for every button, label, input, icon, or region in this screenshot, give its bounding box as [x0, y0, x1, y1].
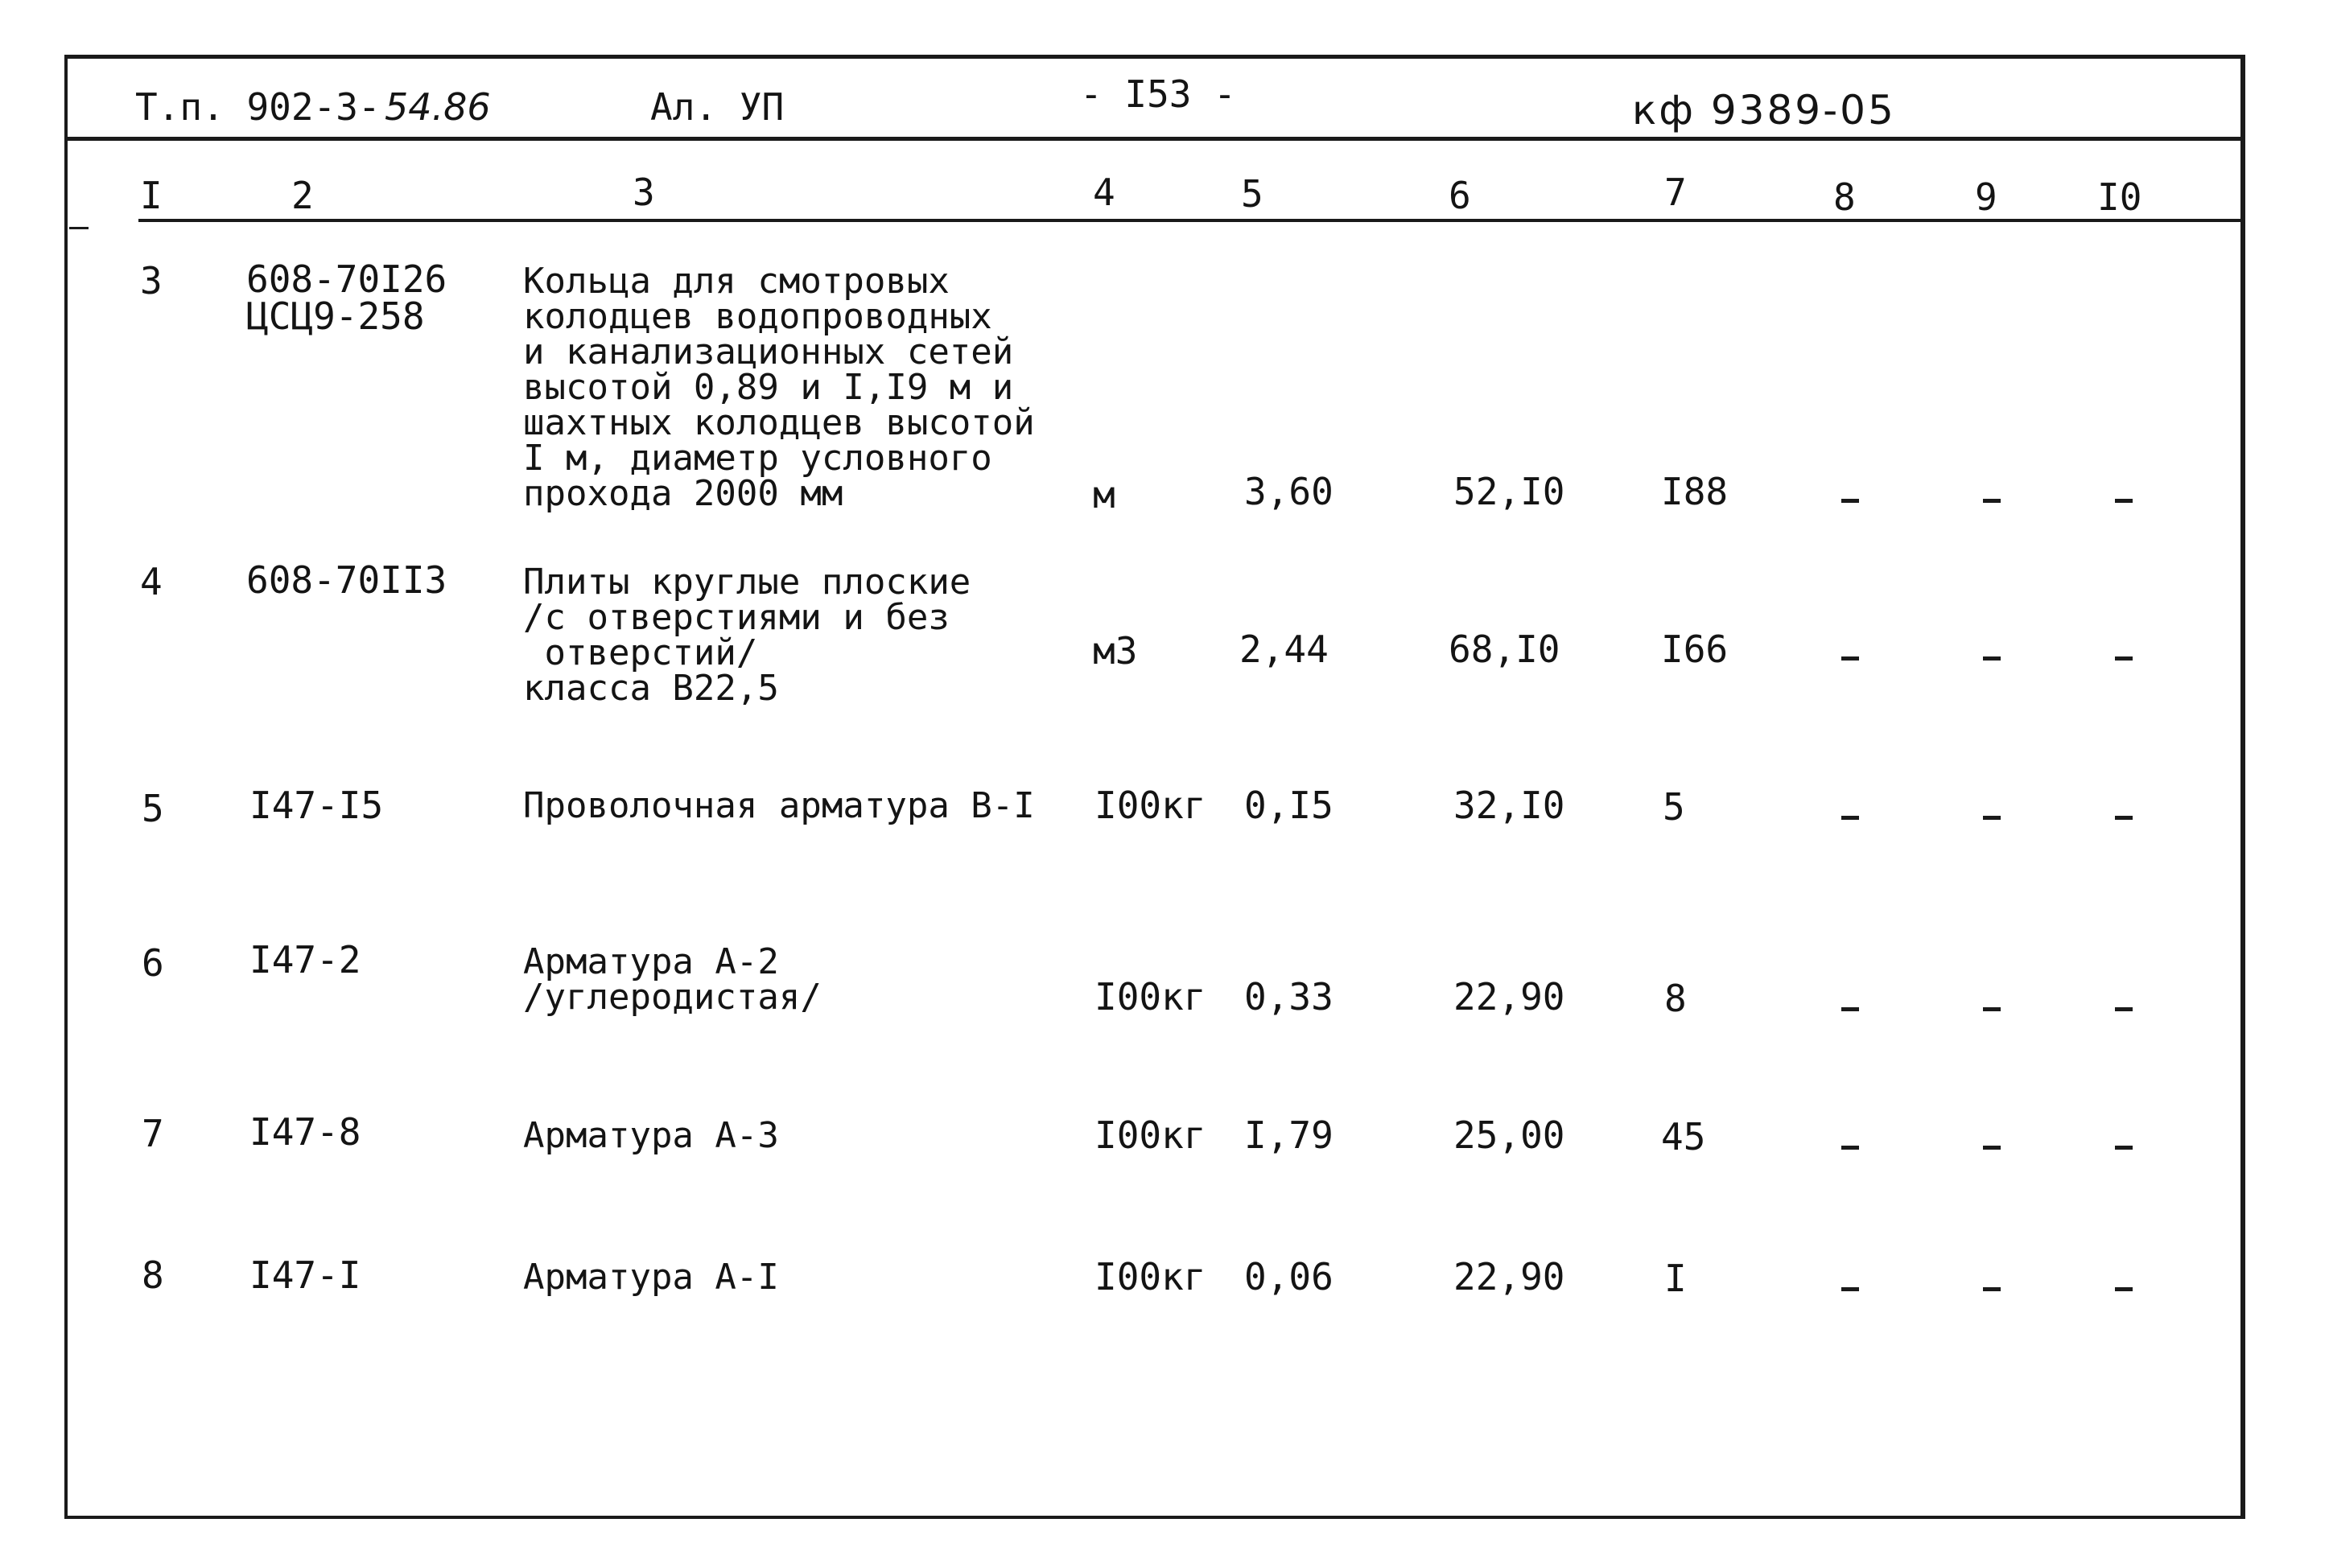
- empty-cell-dash: [2115, 816, 2133, 820]
- row-number: 6: [142, 941, 164, 985]
- page-number: - I53 -: [1080, 72, 1236, 116]
- col-header-4: 4: [1093, 171, 1115, 214]
- row-name: Проволочная арматура В-I: [523, 785, 1035, 826]
- series-prefix: Т.п. 902-3-: [135, 85, 381, 129]
- row-name: высотой 0,89 и I,I9 м и: [523, 367, 1014, 408]
- row-name: прохода 2000 мм: [523, 473, 843, 514]
- row-unit: м: [1093, 473, 1115, 516]
- row-total: 8: [1664, 977, 1687, 1020]
- row-unit: I00кг: [1094, 975, 1206, 1019]
- margin-tick: [69, 227, 89, 229]
- row-quantity: 3,60: [1244, 470, 1334, 513]
- col-header-5: 5: [1241, 172, 1263, 216]
- row-code: 608-70I26: [246, 257, 447, 301]
- empty-cell-dash: [1983, 816, 2001, 820]
- row-code: I47-I: [249, 1253, 361, 1297]
- row-code: 608-70II3: [246, 558, 447, 602]
- empty-cell-dash: [1983, 499, 2001, 503]
- empty-cell-dash: [2115, 499, 2133, 503]
- col-header-10: I0: [2097, 175, 2142, 219]
- row-price: 25,00: [1453, 1113, 1565, 1157]
- row-name: Кольца для смотровых: [523, 261, 950, 302]
- row-name: отверстий/: [523, 632, 758, 673]
- col-header-9: 9: [1975, 175, 1997, 219]
- row-price: 68,I0: [1449, 628, 1560, 671]
- row-code: ЦСЦ9-258: [246, 294, 425, 338]
- col-header-2: 2: [291, 174, 314, 217]
- empty-cell-dash: [1983, 1287, 2001, 1291]
- stamp-code: кф 9389-05: [1632, 87, 1896, 134]
- empty-cell-dash: [2115, 1007, 2133, 1011]
- col-header-8: 8: [1833, 175, 1856, 219]
- column-header-divider: [138, 219, 2245, 222]
- row-name: колодцев водопроводных: [523, 296, 992, 337]
- row-quantity: I,79: [1244, 1113, 1334, 1157]
- empty-cell-dash: [1841, 816, 1859, 820]
- empty-cell-dash: [1841, 499, 1859, 503]
- row-total: 5: [1663, 785, 1685, 829]
- empty-cell-dash: [1841, 1287, 1859, 1291]
- row-total: I: [1664, 1257, 1687, 1300]
- row-price: 22,90: [1453, 1255, 1565, 1298]
- col-header-3: 3: [633, 171, 655, 214]
- row-price: 32,I0: [1453, 784, 1565, 827]
- row-unit: I00кг: [1094, 1113, 1206, 1157]
- row-code: I47-2: [249, 938, 361, 982]
- row-unit: м3: [1093, 629, 1138, 673]
- row-total: I66: [1661, 628, 1729, 671]
- row-price: 52,I0: [1453, 470, 1565, 513]
- row-number: 3: [140, 259, 163, 302]
- row-name: Арматура А-3: [523, 1115, 779, 1156]
- empty-cell-dash: [1983, 656, 2001, 661]
- row-number: 8: [142, 1253, 164, 1297]
- row-price: 22,90: [1453, 975, 1565, 1019]
- row-code: I47-8: [249, 1110, 361, 1154]
- empty-cell-dash: [2115, 1287, 2133, 1291]
- row-total: I88: [1661, 470, 1729, 513]
- row-name: Арматура А-2: [523, 941, 779, 982]
- title-block-divider: [64, 137, 2245, 141]
- empty-cell-dash: [1983, 1007, 2001, 1011]
- row-name: и канализационных сетей: [523, 331, 1014, 372]
- row-number: 7: [142, 1112, 164, 1155]
- empty-cell-dash: [1983, 1146, 2001, 1150]
- row-name: Арматура А-I: [523, 1257, 779, 1298]
- row-name: /углеродистая/: [523, 977, 822, 1018]
- empty-cell-dash: [2115, 1146, 2133, 1150]
- empty-cell-dash: [2115, 656, 2133, 661]
- row-quantity: 0,33: [1244, 975, 1334, 1019]
- row-quantity: 0,I5: [1244, 784, 1334, 827]
- row-quantity: 0,06: [1244, 1255, 1334, 1298]
- row-name: класса В22,5: [523, 668, 779, 709]
- row-name: I м, диаметр условного: [523, 438, 992, 479]
- album-label: Ал. УП: [650, 85, 785, 129]
- row-name: Плиты круглые плоские: [523, 562, 971, 603]
- row-unit: I00кг: [1094, 784, 1206, 827]
- series-handwritten: 54.86: [385, 85, 491, 129]
- row-total: 45: [1661, 1115, 1706, 1159]
- empty-cell-dash: [1841, 1007, 1859, 1011]
- row-quantity: 2,44: [1239, 628, 1329, 671]
- row-unit: I00кг: [1094, 1255, 1206, 1298]
- row-name: /с отверстиями и без: [523, 597, 950, 638]
- col-header-1: I: [140, 174, 163, 217]
- empty-cell-dash: [1841, 1146, 1859, 1150]
- col-header-7: 7: [1664, 171, 1687, 214]
- empty-cell-dash: [1841, 656, 1859, 661]
- row-name: шахтных колодцев высотой: [523, 402, 1035, 443]
- row-number: 5: [142, 787, 164, 830]
- row-code: I47-I5: [249, 784, 384, 827]
- col-header-6: 6: [1449, 174, 1471, 217]
- row-number: 4: [140, 560, 163, 603]
